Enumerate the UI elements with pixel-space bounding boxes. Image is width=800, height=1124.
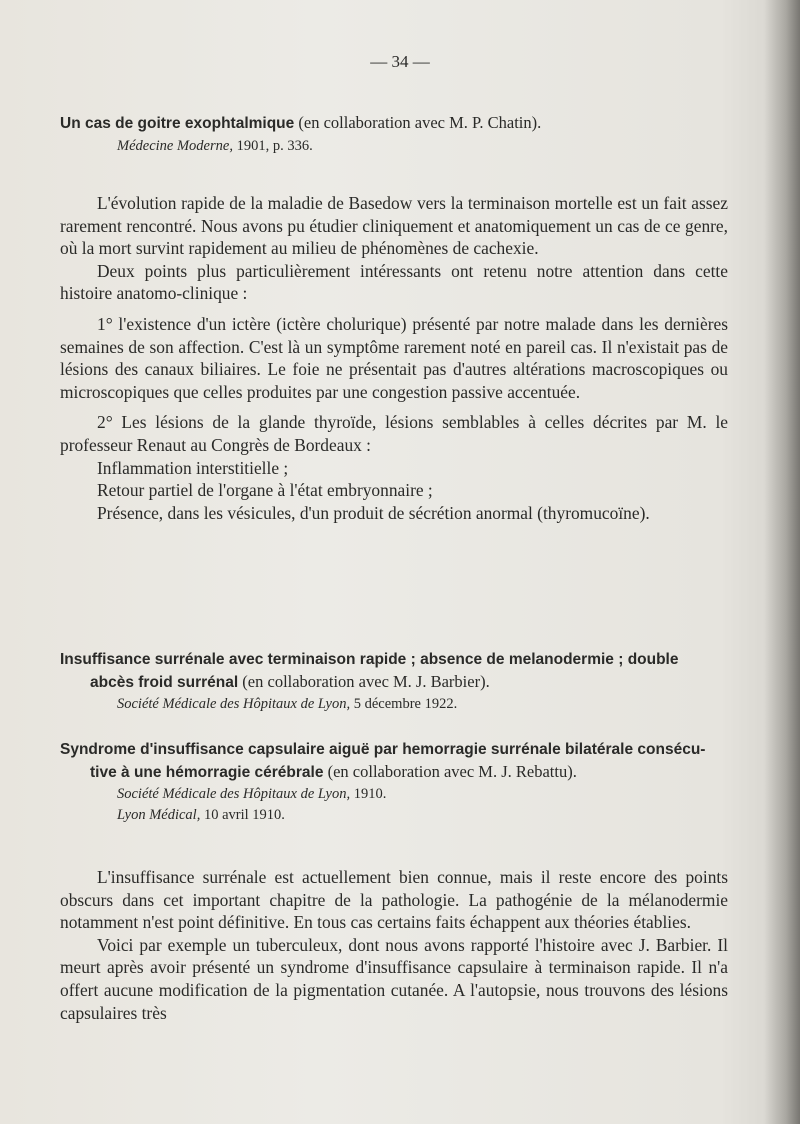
- entry-title-bold: Syndrome d'insuffisance capsulaire aiguë par hemorragie surrénale bilatérale consécu-: [60, 741, 706, 758]
- paragraph: 1° l'existence d'un ictère (ictère cholurique) présenté par notre malade dans les dernières semaines de son affection. C'est là un symptôme rarement noté en pareil cas. Il n'existait pas de lésions des canaux biliaires. Le foie ne présentait pas d'autres altérations macroscopiques ou microscopiques que celles produites par une congestion passive accentuée.: [60, 313, 728, 402]
- list-line: Retour partiel de l'organe à l'état embryonnaire ;: [97, 480, 433, 501]
- reference-detail: 5 décembre 1922.: [350, 696, 458, 712]
- entry-title-rest: (en collaboration avec M. P. Chatin).: [294, 113, 542, 132]
- entry-title-bold: abcès froid surrénal: [90, 674, 239, 691]
- entry-insuffisance: [60, 648, 728, 715]
- entry-reference: [60, 784, 728, 805]
- reference-journal: Lyon Médical,: [117, 807, 201, 823]
- summary-insuffisance: [60, 866, 728, 1024]
- reference-journal: Société Médicale des Hôpitaux de Lyon,: [117, 696, 351, 712]
- paragraph: Voici par exemple un tuberculeux, dont nous avons rapporté l'histoire avec J. Barbier. Il meurt après avoir présenté un syndrome d'insuffisance capsulaire à terminaison rapide. Il n'a offert aucune modification de la pigmentation cutanée. A l'autopsie, nous trouvons des lésions capsulaires très: [60, 934, 728, 1023]
- entry-title-bold: tive à une hémorragie cérébrale: [90, 764, 324, 781]
- entry-title-bold: Insuffisance surrénale avec terminaison rapide ; absence de melanodermie ; double: [60, 651, 679, 668]
- reference-journal: Médecine Moderne,: [117, 138, 233, 154]
- entry-title: [60, 112, 728, 135]
- reference-detail: 10 avril 1910.: [200, 807, 285, 823]
- page-number: — 34 —: [370, 52, 430, 71]
- entry-reference: [60, 805, 728, 826]
- entry-title-rest: (en collaboration avec M. J. Rebattu).: [323, 762, 577, 781]
- entry-title-bold: Un cas de goitre exophtalmique: [60, 115, 295, 132]
- summary-goitre: [60, 192, 728, 524]
- entry-title-rest: (en collaboration avec M. J. Barbier).: [238, 672, 490, 691]
- entry-reference: [60, 694, 728, 715]
- paragraph: L'insuffisance surrénale est actuellement bien connue, mais il reste encore des points obscurs dans cet important chapitre de la pathologie. La pathogénie de la mélanodermie notamment n'est point définitive. En tous cas certains faits échappent aux théories établies.: [60, 867, 728, 933]
- list-line: Inflammation interstitielle ;: [97, 457, 289, 478]
- paragraph: Deux points plus particulièrement intéressants ont retenu notre attention dans cette histoire anatomo-clinique :: [60, 260, 728, 304]
- entry-goitre: [60, 112, 728, 157]
- entry-title: [60, 648, 728, 694]
- entry-title: [60, 738, 728, 784]
- reference-journal: Société Médicale des Hôpitaux de Lyon,: [117, 786, 351, 802]
- page-edge-shadow: [764, 0, 800, 1124]
- paragraph: Présence, dans les vésicules, d'un produit de sécrétion anormal (thyromucoïne).: [97, 502, 650, 523]
- reference-detail: 1901, p. 336.: [232, 138, 313, 154]
- entry-syndrome: [60, 738, 728, 826]
- reference-detail: 1910.: [350, 786, 387, 802]
- entry-reference: [60, 136, 728, 157]
- paragraph: L'évolution rapide de la maladie de Basedow vers la terminaison mortelle est un fait assez rarement rencontré. Nous avons pu étudier cliniquement et anatomiquement un cas de ce genre, où la mort survint rapidement au milieu de phénomènes de cachexie.: [60, 193, 728, 259]
- paragraph: 2° Les lésions de la glande thyroïde, lésions semblables à celles décrites par M. le professeur Renaut au Congrès de Bordeaux :: [60, 412, 728, 455]
